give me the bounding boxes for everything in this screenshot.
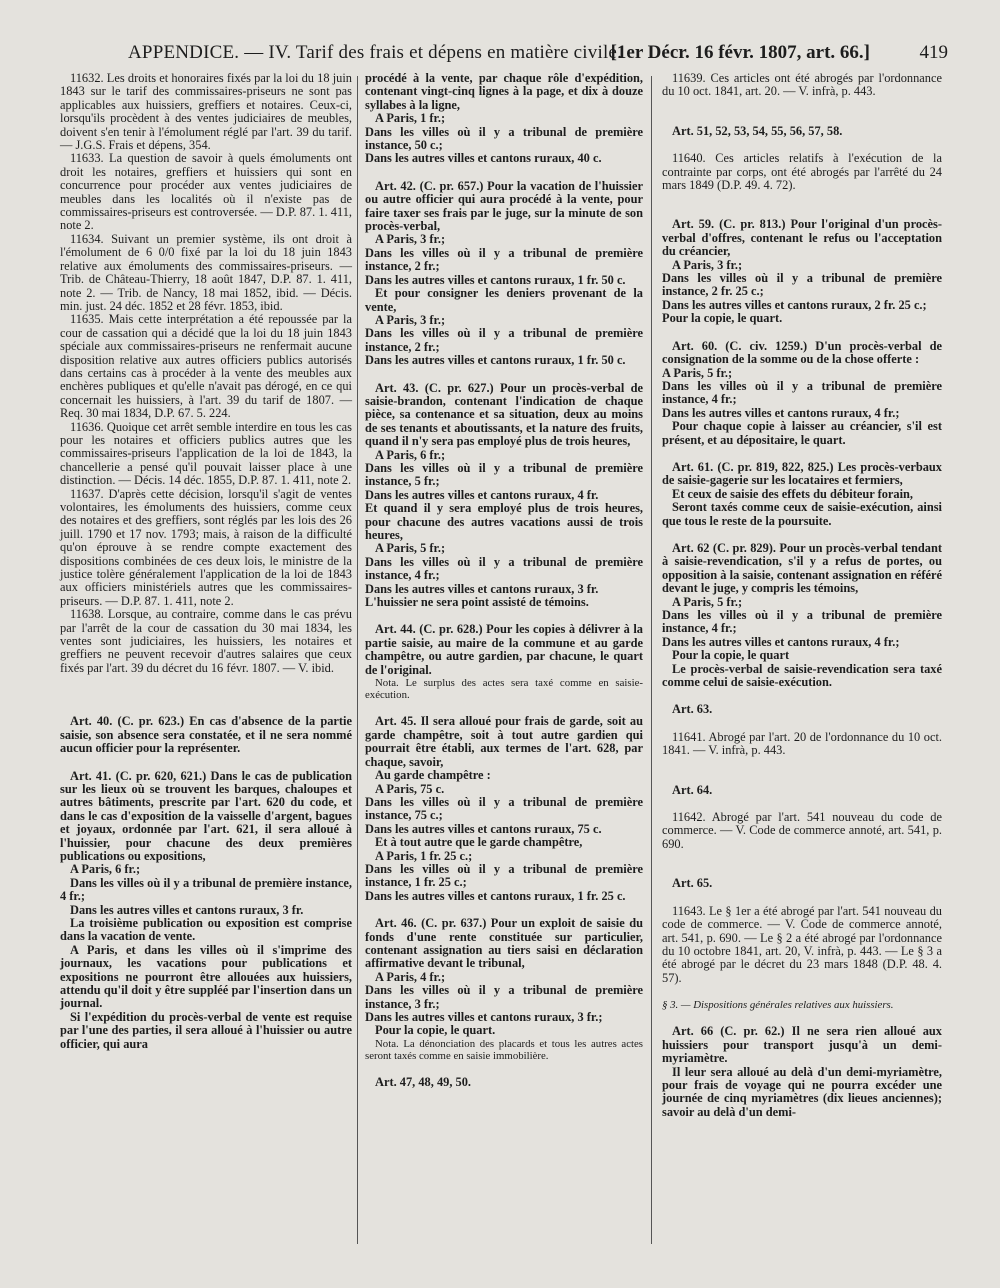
tariff-line: A Paris, 6 fr.; <box>70 862 141 877</box>
article-43: Art. 43. (C. pr. 627.) Pour un procès-verbal de saisie-brandon, contenant l'indication de chaque pièce, sa contenance et sa situation, deux au moins de ses tenants et aboutissants, et la nature des fruits, quand il n'y sera pas employé plus de trois heures, <box>365 380 643 449</box>
articles-51-58: Art. 51, 52, 53, 54, 55, 56, 57, 58. <box>672 123 843 138</box>
article-text: procédé à la vente, par chaque rôle d'expédition, contenant vingt-cinq lignes à la page, et dix à douze syllabes à la ligne, <box>365 71 643 112</box>
tariff-line: Dans les villes où il y a tribunal de première instance, 4 fr.; <box>662 378 942 407</box>
tariff-line: A Paris, 5 fr.; <box>662 365 733 380</box>
article-46: Art. 46. (C. pr. 637.) Pour un exploit de saisie du fonds d'une rente constituée sur particulier, contenant assignation au tiers saisi en déclaration affirmative devant le tribunal, <box>365 916 643 971</box>
tariff-line: Dans les autres villes et cantons ruraux, 3 fr.; <box>365 1010 603 1024</box>
article-65: Art. 65. <box>672 876 713 891</box>
tariff-line: Dans les villes où il y a tribunal de première instance, 75 c.; <box>365 794 643 823</box>
tariff-line: Dans les autres villes et cantons ruraux, 2 fr. 25 c.; <box>662 297 927 312</box>
tariff-line: A Paris, 5 fr.; <box>375 541 446 556</box>
tariff-line: A Paris, 3 fr.; <box>672 257 743 272</box>
tariff-line: A Paris, 3 fr.; <box>375 232 446 247</box>
tariff-line: Dans les villes où il y a tribunal de première instance, 4 fr.; <box>60 875 352 904</box>
article-text: Il leur sera alloué au delà d'un demi-myriamètre, pour frais de voyage qui ne pourra excéder une journée de cinq myriamètres (dix lieues anciennes); savoir au delà d'un demi- <box>662 1064 942 1119</box>
article-60: Art. 60. (C. civ. 1259.) D'un procès-verbal de consignation de la somme ou de la chose offerte : <box>662 338 942 367</box>
article-text: Pour chaque copie à laisser au créancier, s'il est présent, et au dépositaire, le quart. <box>662 419 942 447</box>
spacer <box>365 368 643 382</box>
tariff-line: Dans les villes où il y a tribunal de première instance, 2 fr.; <box>365 326 643 354</box>
spacer <box>60 756 352 770</box>
spacer <box>662 797 942 811</box>
spacer <box>662 689 942 703</box>
article-45: Art. 45. Il sera alloué pour frais de garde, soit au garde champêtre, soit à tout autre gardien qui pourrait être établi, aux termes de l'art. 628, par chaque, savoir, <box>365 714 643 769</box>
article-text: Si l'expédition du procès-verbal de vente est requise par l'une des parties, il sera alloué à l'huissier ou autre officier, qui aura <box>60 1009 352 1051</box>
paragraph-11639: 11639. Ces articles ont été abrogés par l'ordonnance du 10 oct. 1841, art. 20. — V. infrà, p. 443. <box>662 71 942 99</box>
spacer <box>662 985 942 999</box>
spacer <box>365 903 643 917</box>
spacer <box>662 99 942 125</box>
paragraph-11641: 11641. Abrogé par l'art. 20 de l'ordonnance du 10 oct. 1841. — V. infrà, p. 443. <box>662 729 942 758</box>
tariff-line: Pour la copie, le quart <box>672 648 790 663</box>
paragraph-11636: 11636. Quoique cet arrêt semble interdire en tous les cas pour les notaires et officiers publics autres que les commissaires-priseurs l'application de la loi de 1843, la chancellerie a pensé qu'il pouvait laisser place à une distinction. — Décis. 14 déc. 1855, D.P. 87. 1. 411, note 2. <box>60 419 352 488</box>
paragraph-11642: 11642. Abrogé par l'art. 541 nouveau du code de commerce. — V. Code de commerce annoté, art. 541, p. 690. <box>662 810 942 851</box>
article-40: Art. 40. (C. pr. 623.) En cas d'absence de la partie saisie, son absence sera constatée, et il ne sera nommé aucun officier pour la représenter. <box>60 714 352 756</box>
column-divider <box>651 76 652 1244</box>
tariff-line: Dans les autres villes et cantons ruraux, 4 fr. <box>365 487 599 502</box>
paragraph-11632: 11632. Les droits et honoraires fixés par la loi du 18 juin 1843 sur le tarif des commissaires-priseurs ne sont pas applicables aux huissiers, greffiers et notaires. Ceux-ci, lorsqu'ils procèdent à des ventes judiciaires de meubles, doivent s'en tenir à l'émolument réglé par l'art. 39 du tarif. — J.G.S. Frais et dépens, 354. <box>60 71 352 153</box>
article-text: Et quand il y sera employé plus de trois heures, pour chacune des autres vacations aussi de trois heures, <box>365 501 643 542</box>
article-text: L'huissier ne sera point assisté de témoins. <box>365 595 589 610</box>
tariff-line: Dans les villes où il y a tribunal de première instance, 4 fr.; <box>365 554 643 583</box>
article-text: Et pour consigner les deniers provenant de la vente, <box>365 286 643 314</box>
running-title: APPENDICE. — IV. Tarif des frais et dépens en matière civile. <box>128 42 623 63</box>
column-left <box>60 72 352 1051</box>
nota: Nota. Le surplus des actes sera taxé comme en saisie-exécution. <box>365 677 643 702</box>
spacer <box>662 891 942 905</box>
tariff-line: Dans les villes où il y a tribunal de première instance, 2 fr. 25 c.; <box>662 271 942 299</box>
spacer <box>662 758 942 784</box>
spacer <box>662 1011 942 1025</box>
article-text: La troisième publication ou exposition est comprise dans la vacation de vente. <box>60 915 352 944</box>
tariff-line: A Paris, 6 fr.; <box>375 447 446 462</box>
column-right <box>662 72 942 1119</box>
tariff-line: Dans les autres villes et cantons ruraux, 4 fr.; <box>662 405 900 420</box>
spacer <box>662 717 942 731</box>
tariff-line: A Paris, 5 fr.; <box>672 594 743 609</box>
article-text: Le procès-verbal de saisie-revendication sera taxé comme celui de saisie-exécution. <box>662 661 942 690</box>
articles-47-50: Art. 47, 48, 49, 50. <box>375 1075 472 1090</box>
tariff-line: Dans les autres villes et cantons ruraux, 3 fr. <box>70 902 304 917</box>
spacer <box>662 192 942 218</box>
tariff-line: Dans les autres villes et cantons ruraux, 75 c. <box>365 821 602 836</box>
tariff-line: A Paris, 4 fr.; <box>375 969 446 984</box>
spacer <box>365 609 643 623</box>
spacer <box>662 326 942 340</box>
article-text: Seront taxés comme ceux de saisie-exécution, ainsi que tous le reste de la poursuite. <box>662 500 942 528</box>
paragraph-11643: 11643. Le § 1er a été abrogé par l'art. 541 nouveau du code de commerce. — V. Code de commerce annoté, art. 541, p. 690. — Le § 2 a été abrogé par l'ordonnance du 10 octobre 1841, art. 20, V. infrà, p. 443. — Le § 3 a été abrogé par le décret du 23 mars 1848 (D.P. 48. 4. 57). <box>662 903 942 985</box>
paragraph-11638: 11638. Lorsque, au contraire, comme dans le cas prévu par l'arrêt de la cour de cassation du 30 mai 1834, les ventes sont judiciaires, les huissiers, les notaires et greffiers ne peuvent recevoir d'autres salaires que ceux fixés par l'art. 39 du décret du 16 févr. 1807. — V. ibid. <box>60 607 352 675</box>
section-heading: § 3. — Dispositions générales relatives aux huissiers. <box>662 999 894 1012</box>
spacer <box>662 851 942 877</box>
tariff-line: Dans les villes où il y a tribunal de première instance, 5 fr.; <box>365 460 643 489</box>
article-61: Art. 61. (C. pr. 819, 822, 825.) Les procès-verbaux de saisie-gagerie sur les locataires et fermiers, <box>662 459 942 488</box>
tariff-line: Dans les autres villes et cantons ruraux, 3 fr. <box>365 581 599 596</box>
article-text: Et ceux de saisie des effets du débiteur forain, <box>672 486 914 501</box>
tariff-line: A Paris, 75 c. <box>375 781 445 796</box>
article-63: Art. 63. <box>672 702 713 717</box>
tariff-line: Pour la copie, le quart. <box>662 311 783 326</box>
page-header <box>128 42 948 72</box>
article-66: Art. 66 (C. pr. 62.) Il ne sera rien alloué aux huissiers pour transport jusqu'à un demi-myriamètre. <box>662 1024 942 1066</box>
paragraph-11633: 11633. La question de savoir à quels émoluments ont droit les notaires, greffiers et huissiers qui sont en concurrence pour procéder aux ventes judiciaires de meubles dans les localités où il n'existe pas de commissaires-priseurs est controversée. — D.P. 87. 1. 411, note 2. <box>60 151 352 233</box>
article-reference: [1er Décr. 16 févr. 1807, art. 66.] <box>610 42 870 63</box>
column-divider <box>357 76 358 1244</box>
tariff-line: Dans les autres villes et cantons ruraux, 4 fr.; <box>662 634 900 649</box>
spacer <box>662 138 942 152</box>
article-text: Et à tout autre que le garde champêtre, <box>375 835 583 850</box>
tariff-line: A Paris, 1 fr. 25 c.; <box>375 848 473 863</box>
tariff-line: Dans les autres villes et cantons ruraux, 1 fr. 50 c. <box>365 272 626 287</box>
article-64: Art. 64. <box>672 782 713 797</box>
column-middle <box>365 72 643 1090</box>
paragraph-11635: 11635. Mais cette interprétation a été repoussée par la cour de cassation qui a décidé que la loi du 18 juin 1843 spéciale aux commissaires-priseurs ne renfermait aucune disposition relative aux autres officiers publics autorisés dans certains cas à procéder à la vente des meubles aux enchères publiques et qu'elle n'avait pas dérogé, en ce qui concernait les huissiers, à l'art. 39 du tarif de 1807. — Req. 30 mai 1834, D.P. 67. 5. 224. <box>60 312 352 421</box>
spacer <box>662 528 942 542</box>
spacer <box>365 1062 643 1076</box>
paragraph-11637: 11637. D'après cette décision, lorsqu'il s'agit de ventes volontaires, les émoluments des huissiers, comme ceux des notaires et des greffiers, sont réglés par les lois des 26 juill. 1790 et 17 nov. 1793; mais, à raison de la difficulté qu'on éprouve à se rendre compte exactement des dispositions combinées de ces deux lois, le ministre de la justice tolère généralement l'application de la loi de 1843 aux officiers ministériels autres que les commissaires-priseurs. — D.P. 87. 1. 411, note 2. <box>60 486 352 608</box>
tariff-line: Dans les autres villes et cantons ruraux, 1 fr. 25 c. <box>365 888 626 903</box>
article-44: Art. 44. (C. pr. 628.) Pour les copies à délivrer à la partie saisie, au maire de la commune et au garde champêtre, ou autre gardien, par chacune, le quart de l'original. <box>365 622 643 677</box>
article-text: A Paris, et dans les villes où il s'imprime des journaux, les vacations pour publications et expositions ne pourront être allouées aux huissiers, attendu qu'il doit y être suppléé par l'insertion dans un journal. <box>60 942 352 1011</box>
tariff-line: Dans les villes où il y a tribunal de première instance, 1 fr. 25 c.; <box>365 861 643 890</box>
spacer <box>365 166 643 180</box>
tariff-line: A Paris, 3 fr.; <box>375 312 446 327</box>
page-number: 419 <box>919 42 948 63</box>
article-41: Art. 41. (C. pr. 620, 621.) Dans le cas de publication sur les lieux où se trouvent les barques, chaloupes et autres bâtiments, prescrite par l'art. 620 du code, et dans le cas d'exposition de la vaisselle d'argent, bagues et joyaux, ordonnée par l'art. 621, il sera alloué à l'huissier, pour chacune des deux premières publications ou expositions, <box>60 768 352 863</box>
article-text: Pour la copie, le quart. <box>375 1023 496 1038</box>
article-42: Art. 42. (C. pr. 657.) Pour la vacation de l'huissier ou autre officier qui aura procédé à la vente, pour faire taxer ses frais par le juge, sur la minute de son procès-verbal, <box>365 178 643 234</box>
article-62: Art. 62 (C. pr. 829). Pour un procès-verbal tendant à saisie-revendication, s'il y a refus de portes, ou opposition à la saisie, contenant assignation en référé devant le juge, y compris les témoins, <box>662 540 942 596</box>
nota: Nota. La dénonciation des placards et tous les autres actes seront taxés comme en saisie immobilière. <box>365 1037 643 1063</box>
spacer <box>60 675 352 715</box>
tariff-line: Dans les villes où il y a tribunal de première instance, 2 fr.; <box>365 245 643 274</box>
spacer <box>662 447 942 461</box>
article-59: Art. 59. (C. pr. 813.) Pour l'original d'un procès-verbal d'offres, contenant le refus ou l'acceptation du créancier, <box>662 217 942 259</box>
tariff-line: Dans les autres villes et cantons ruraux, 1 fr. 50 c. <box>365 353 626 368</box>
tariff-line: Dans les autres villes et cantons ruraux, 40 c. <box>365 151 602 166</box>
spacer <box>365 701 643 715</box>
paragraph-11634: 11634. Suivant un premier système, ils ont droit à l'émolument de 6 0/0 fixé par la loi du 18 juin 1843 relative aux émoluments des commissaires-priseurs. — Trib. de Château-Thierry, 18 août 1847, D.P. 87. 1. 411, note 2. — Trib. de Nancy, 18 mai 1852, ibid. — Décis. min. just. 24 déc. 1852 et 28 févr. 1853, ibid. <box>60 231 352 313</box>
tariff-line: Dans les villes où il y a tribunal de première instance, 4 fr.; <box>662 608 942 636</box>
tariff-line: A Paris, 1 fr.; <box>375 111 446 126</box>
article-text: Au garde champêtre : <box>375 768 491 783</box>
tariff-line: Dans les villes où il y a tribunal de première instance, 50 c.; <box>365 124 643 153</box>
paragraph-11640: 11640. Ces articles relatifs à l'exécution de la contrainte par corps, ont été abrogés par l'arrêté du 24 mars 1849 (D.P. 49. 4. 72). <box>662 151 942 193</box>
tariff-line: Dans les villes où il y a tribunal de première instance, 3 fr.; <box>365 983 643 1011</box>
